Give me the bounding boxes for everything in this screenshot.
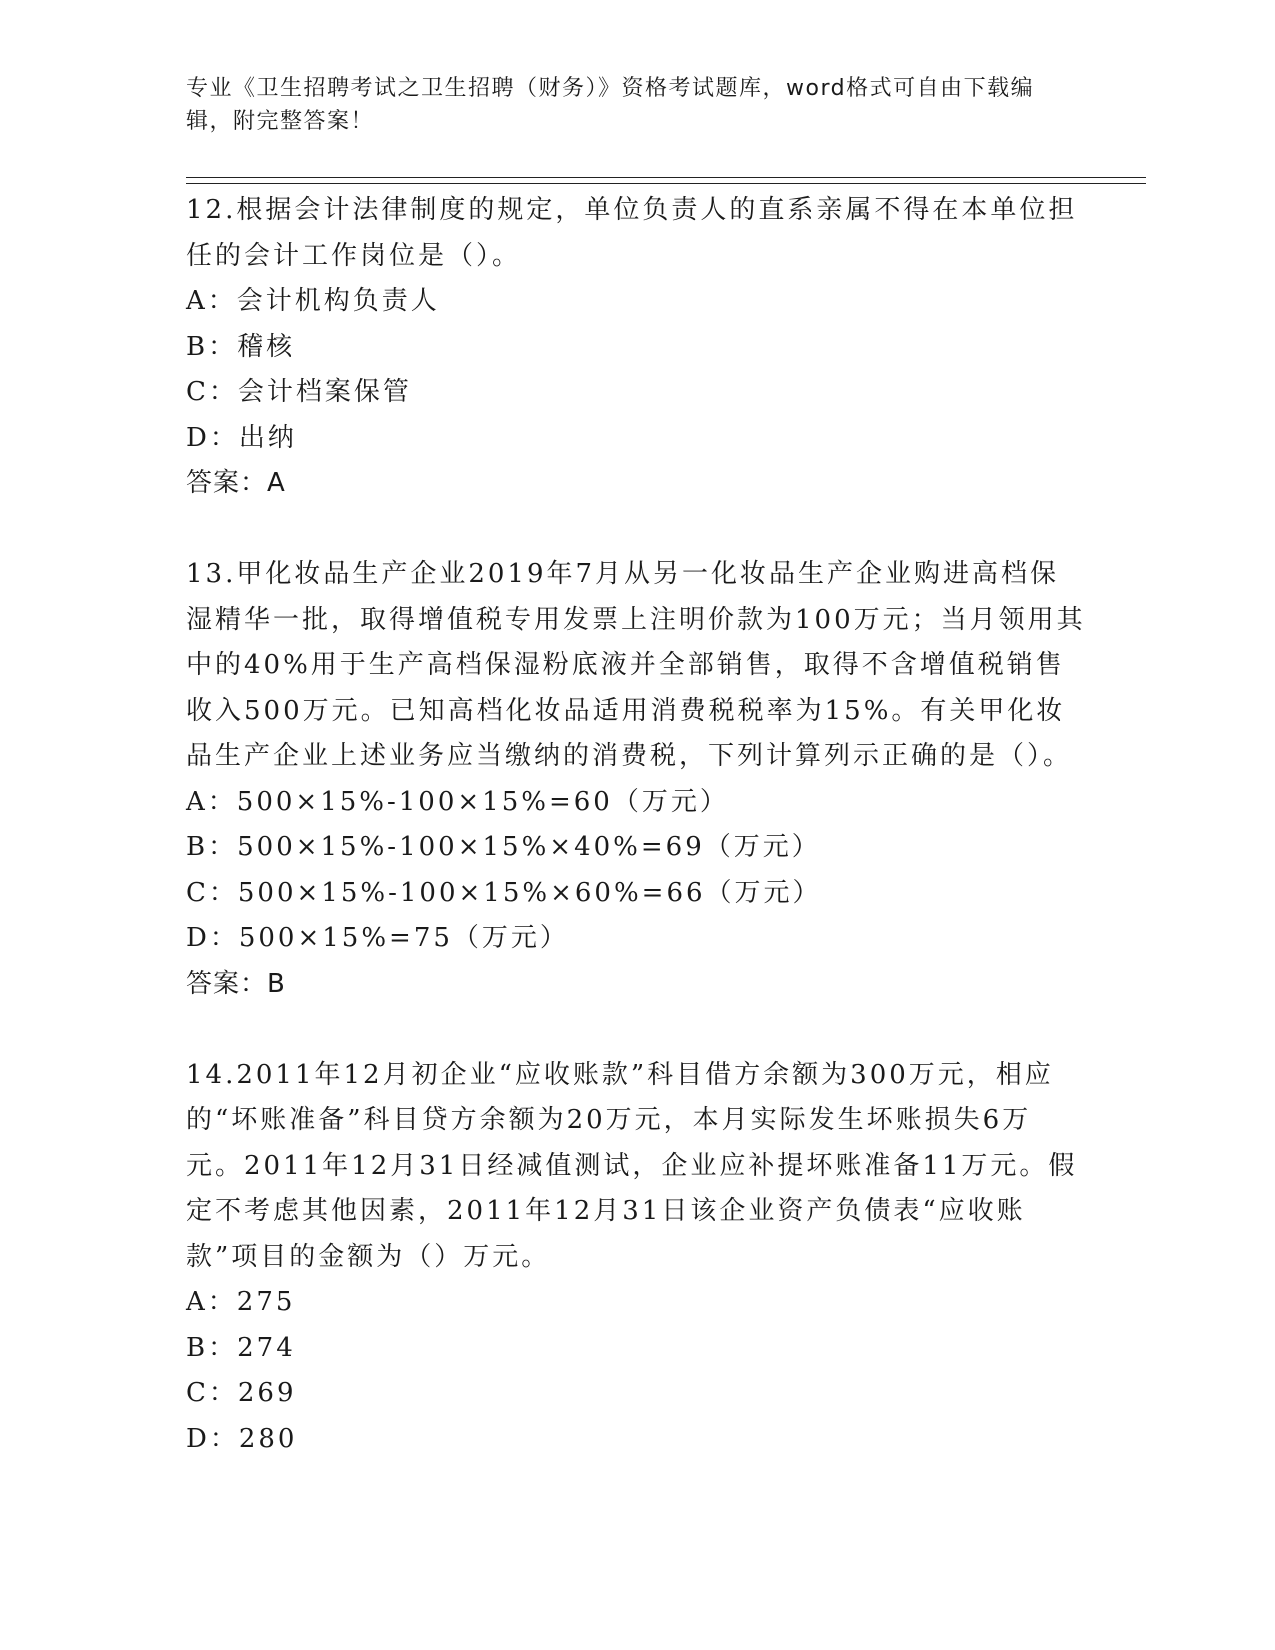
option-a: A：会计机构负责人 xyxy=(186,286,440,316)
option-c: C：会计档案保管 xyxy=(186,377,412,407)
option-d: D：280 xyxy=(186,1423,298,1454)
option-b: B：稽核 xyxy=(186,331,296,362)
option-d: D：出纳 xyxy=(186,422,297,453)
option-a: A：500×15%-100×15%=60（万元） xyxy=(186,786,729,817)
answer-line: 答案：B xyxy=(186,968,286,999)
question-13 xyxy=(186,552,1086,1007)
option-b: B：500×15%-100×15%×40%=69（万元） xyxy=(186,832,821,862)
header-divider-bottom xyxy=(186,183,1146,184)
option-b: B：274 xyxy=(186,1332,296,1363)
document-header: 专业《卫生招聘考试之卫生招聘（财务）》资格考试题库，word格式可自由下载编辑，附完整答案！ xyxy=(186,76,1035,134)
option-a: A：275 xyxy=(186,1287,296,1317)
question-list xyxy=(186,188,1086,1462)
answer-line: 答案：A xyxy=(186,468,286,498)
option-c: C：500×15%-100×15%×60%=66（万元） xyxy=(186,877,822,908)
header-divider-top xyxy=(186,177,1146,178)
question-stem: 12.根据会计法律制度的规定，单位负责人的直系亲属不得在本单位担任的会计工作岗位是（）。 xyxy=(186,195,1078,271)
question-spacer xyxy=(186,507,1086,553)
question-stem: 14.2011年12月初企业“应收账款”科目借方余额为300万元，相应的“坏账准备”科目贷方余额为20万元，本月实际发生坏账损失6万元。2011年12月31日经减值测试，企业应补提坏账准备11万元。假定不考虑其他因素，2011年12月31日该企业资产负债表“应收账款”项目的金额为（）万元。 xyxy=(186,1059,1078,1272)
option-d: D：500×15%=75（万元） xyxy=(186,923,569,953)
question-14 xyxy=(186,1053,1086,1463)
question-spacer xyxy=(186,1007,1086,1053)
question-stem: 13.甲化妆品生产企业2019年7月从另一化妆品生产企业购进高档保湿精华一批，取得增值税专用发票上注明价款为100万元；当月领用其中的40%用于生产高档保湿粉底液并全部销售，取得不含增值税销售收入500万元。已知高档化妆品适用消费税税率为15%。有关甲化妆品生产企业上述业务应当缴纳的消费税，下列计算列示正确的是（）。 xyxy=(186,559,1086,771)
option-c: C：269 xyxy=(186,1378,297,1408)
question-12 xyxy=(186,188,1086,507)
